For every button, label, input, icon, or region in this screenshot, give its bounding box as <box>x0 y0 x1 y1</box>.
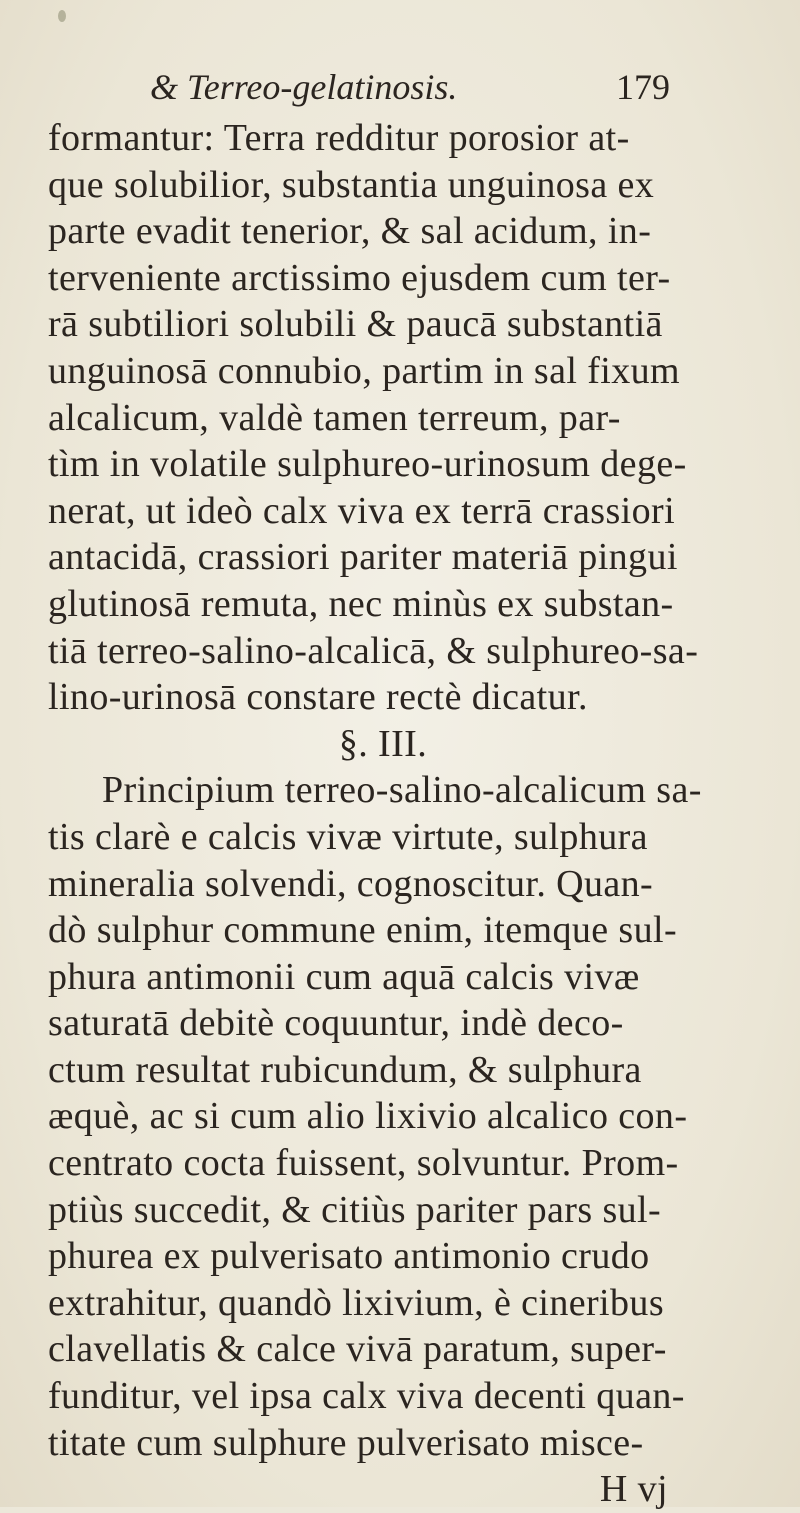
text-line: funditur, vel ipsa calx viva decenti quan- <box>48 1375 685 1418</box>
text-line: phurea ex pulverisato antimonio crudo <box>48 1235 650 1278</box>
paragraph-1 <box>48 115 768 721</box>
text-line: titate cum sulphure pulverisato misce- <box>48 1421 644 1464</box>
text-line: extrahitur, quandò lixivium, è cineribus <box>48 1281 665 1324</box>
text-line: mineralia solvendi, cognoscitur. Quan- <box>48 862 654 905</box>
text-line: clavellatis & calce vivā paratum, super- <box>48 1328 667 1371</box>
text-line: dò sulphur commune enim, itemque sul- <box>48 909 678 952</box>
running-title: & Terreo-gelatinosis. <box>150 67 458 107</box>
text-line: tiā terreo-salino-alcalicā, & sulphureo-sa- <box>48 629 699 672</box>
body-text <box>48 115 768 1513</box>
text-line: Principium terreo-salino-alcalicum sa- <box>102 769 702 812</box>
text-line: terveniente arctissimo ejusdem cum ter- <box>48 256 671 299</box>
text-line: phura antimonii cum aquā calcis vivæ <box>48 955 640 998</box>
text-line: formantur: Terra redditur porosior at- <box>48 117 630 159</box>
page-number: 179 <box>616 67 670 107</box>
ink-spot <box>58 10 66 22</box>
text-line: antacidā, crassiori pariter materiā pingui <box>48 536 678 579</box>
running-header <box>150 66 670 116</box>
text-line: glutinosā remuta, nec minùs ex substan- <box>48 582 674 625</box>
text-line: ptiùs succedit, & citiùs pariter pars sul- <box>48 1188 662 1231</box>
text-line: centrato cocta fuissent, solvuntur. Prom- <box>48 1142 679 1185</box>
text-line: alcalicum, valdè tamen terreum, par- <box>48 396 621 439</box>
text-line: lino-urinosā constare rectè dicatur. <box>48 676 588 719</box>
text-line: nerat, ut ideò calx viva ex terrā crassiori <box>48 489 676 532</box>
text-line: unguinosā connubio, partim in sal fixum <box>48 349 680 392</box>
text-line: ctum resultat rubicundum, & sulphura <box>48 1048 642 1091</box>
text-line: saturatā debitè coquuntur, indè deco- <box>48 1002 624 1045</box>
text-line: rā subtiliori solubili & paucā substantiā <box>48 303 663 346</box>
text-line: tìm in volatile sulphureo-urinosum dege- <box>48 443 687 486</box>
section-heading: §. III. <box>338 722 428 765</box>
signature-mark: H vj <box>599 1468 668 1511</box>
text-line: tis clarè e calcis vivæ virtute, sulphura <box>48 815 648 858</box>
text-line: parte evadit tenerior, & sal acidum, in- <box>48 210 652 253</box>
text-line: que solubilior, substantia unguinosa ex <box>48 163 655 206</box>
text-line: æquè, ac si cum alio lixivio alcalico con- <box>48 1095 688 1138</box>
paragraph-2 <box>48 767 768 1466</box>
